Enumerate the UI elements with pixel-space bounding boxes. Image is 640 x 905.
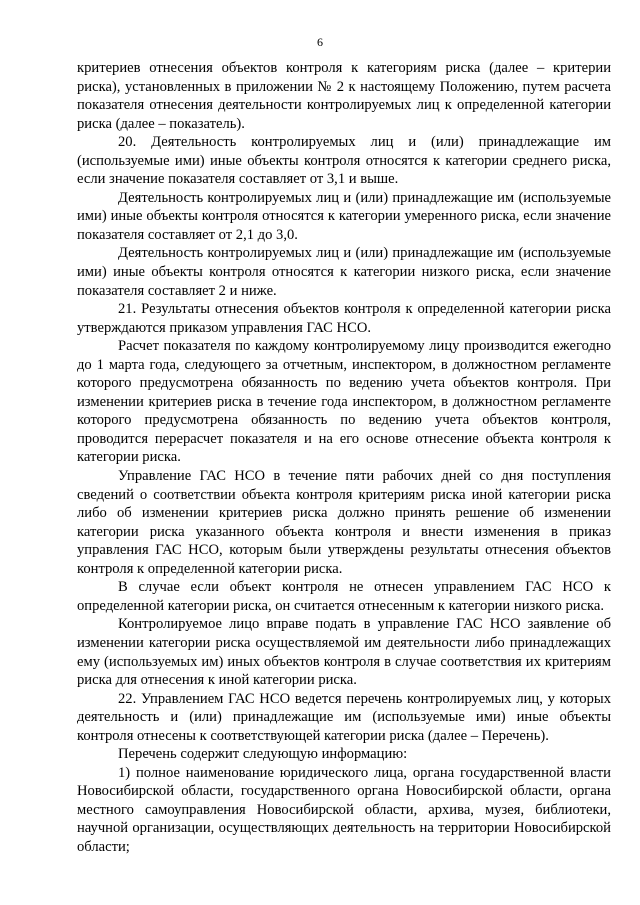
page-number: 6: [317, 35, 323, 49]
paragraph-22-list: 22. Управлением ГАС НСО ведется перечень контролируемых лиц, у которых деятельность и (или) принадлежащие им (используемые ими) иные объекты контроля отнесены к соответствующей категории риска (далее – Перечень).: [77, 690, 611, 744]
list-item-1: 1) полное наименование юридического лица, органа государственной власти Новосибирской области, государственного органа Новосибирской области, органа местного самоуправления Новосибирской области, архива, музея, библиотеки, научной организации, осуществляющих деятельность на территории Новосибирской области;: [77, 764, 611, 855]
document-body: [77, 59, 611, 857]
paragraph-21-results: 21. Результаты отнесения объектов контроля к определенной категории риска утверждаются приказом управления ГАС НСО.: [77, 301, 611, 336]
paragraph-category-change: Управление ГАС НСО в течение пяти рабочих дней со дня поступления сведений о соответствии объекта контроля критериям риска иной категории риска либо об изменении критериев риска должно принять решение об изменении категории риска указанного объекта контроля и внести изменения в приказ управления ГАС НСО, которым были утверждены результаты отнесения объектов контроля к определенной категории риска.: [77, 468, 611, 577]
paragraph-indicator-calculation: Расчет показателя по каждому контролируемому лицу производится ежегодно до 1 марта года, следующего за отчетным, инспектором, в должностном регламенте которого предусмотрена обязанность по ведению учета объектов контроля. При изменении критериев риска в течение года инспектором, в должностном регламенте которого предусмотрена обязанность по ведению учета объектов контроля, проводится перерасчет показателя и на его основе отнесение объекта контроля к категории риска.: [77, 338, 611, 466]
paragraph-application-right: Контролируемое лицо вправе подать в управление ГАС НСО заявление об изменении категории риска осуществляемой им деятельности либо принадлежащих ему (используемых им) иных объектов контроля в случае соответствия их критериям риска для отнесения к иной категории риска.: [77, 616, 611, 689]
paragraph-20-medium-risk: 20. Деятельность контролируемых лиц и (или) принадлежащие им (используемые ими) иные объекты контроля относятся к категории среднего риска, если значение показателя составляет от 3,1 и выше.: [77, 134, 611, 188]
paragraph-criteria-continuation: критериев отнесения объектов контроля к категориям риска (далее – критерии риска), установленных в приложении № 2 к настоящему Положению, путем расчета показателя отнесения деятельности контролируемых лиц к определенной категории риска (далее – показатель).: [77, 60, 611, 132]
paragraph-list-contents: Перечень содержит следующую информацию:: [118, 746, 408, 763]
paragraph-default-low-risk: В случае если объект контроля не отнесен управлением ГАС НСО к определенной категории риска, он считается отнесенным к категории низкого риска.: [77, 579, 611, 614]
paragraph-low-risk: Деятельность контролируемых лиц и (или) принадлежащие им (используемые ими) иные объекты контроля относятся к категории низкого риска, если значение показателя составляет 2 и ниже.: [77, 245, 611, 299]
paragraph-moderate-risk: Деятельность контролируемых лиц и (или) принадлежащие им (используемые ими) иные объекты контроля относятся к категории умеренного риска, если значение показателя составляет от 2,1 до 3,0.: [77, 189, 611, 243]
